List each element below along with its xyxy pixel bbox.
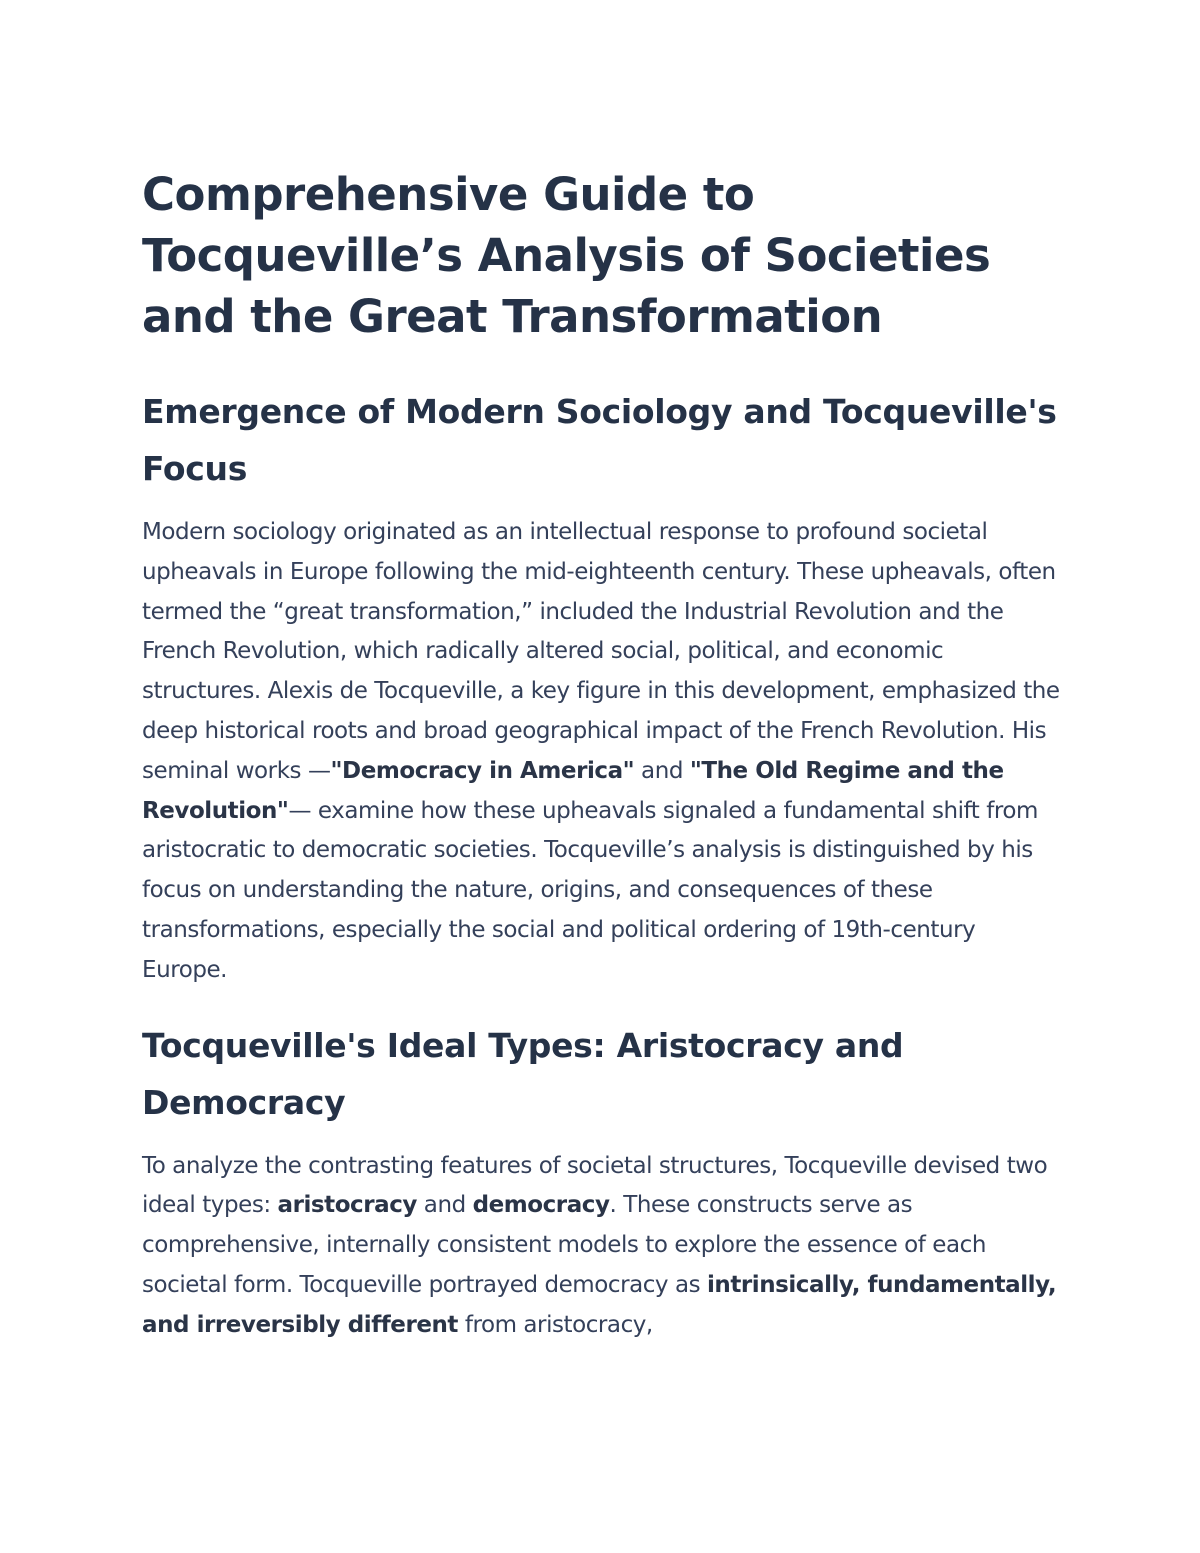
paragraph-text: Modern sociology originated as an intellectual response to profound societal upheavals in Europe following the mid-eighteenth century. These upheavals, often termed the “great transformation,” included the Industrial Revolution and the French Revolution, which radically altered social, political, and economic structures. Alexis de Tocqueville, a key figure in this development, emphasized the deep historical roots and broad geographical impact of the French Revolution. His seminal works — [142,519,1060,784]
paragraph-text: To analyze the contrasting features of societal structures, Tocqueville devised two ideal types: [142,1152,1048,1219]
paragraph-text: . These constructs serve as comprehensive, internally consistent models to explore the essence of each societal form. Tocqueville portrayed democracy as [142,1192,986,1298]
paragraph-text: and [634,757,690,784]
paragraph-text: and [416,1192,473,1219]
book-title-old-regime: "The Old Regime and the Revolution" [142,757,1004,824]
section-ideal-types [142,1017,1062,1346]
section-paragraph [142,513,1062,991]
emphasis-different: intrinsically, fundamentally, and irreversibly different [142,1271,1057,1338]
paragraph-text: — examine how these upheavals signaled a fundamental shift from aristocratic to democratic societies. Tocqueville’s analysis is distinguished by his focus on understanding the nature, origins, and consequences of these transformations, especially the social and political ordering of 19th-century Europe. [142,797,1038,983]
paragraph-text: from aristocracy, [457,1311,653,1338]
page-title: Comprehensive Guide to Tocqueville’s Analysis of Societies and the Great Transformation [142,168,991,343]
section-paragraph [142,1147,1062,1346]
book-title-democracy-in-america: "Democracy in America" [330,757,635,784]
section-heading: Emergence of Modern Sociology and Tocqueville's Focus [142,392,1057,488]
section-heading: Tocqueville's Ideal Types: Aristocracy and Democracy [142,1025,904,1122]
term-democracy: democracy [472,1192,610,1219]
term-aristocracy: aristocracy [277,1192,417,1219]
section-emergence [142,383,1062,991]
document-page [142,164,1062,1372]
